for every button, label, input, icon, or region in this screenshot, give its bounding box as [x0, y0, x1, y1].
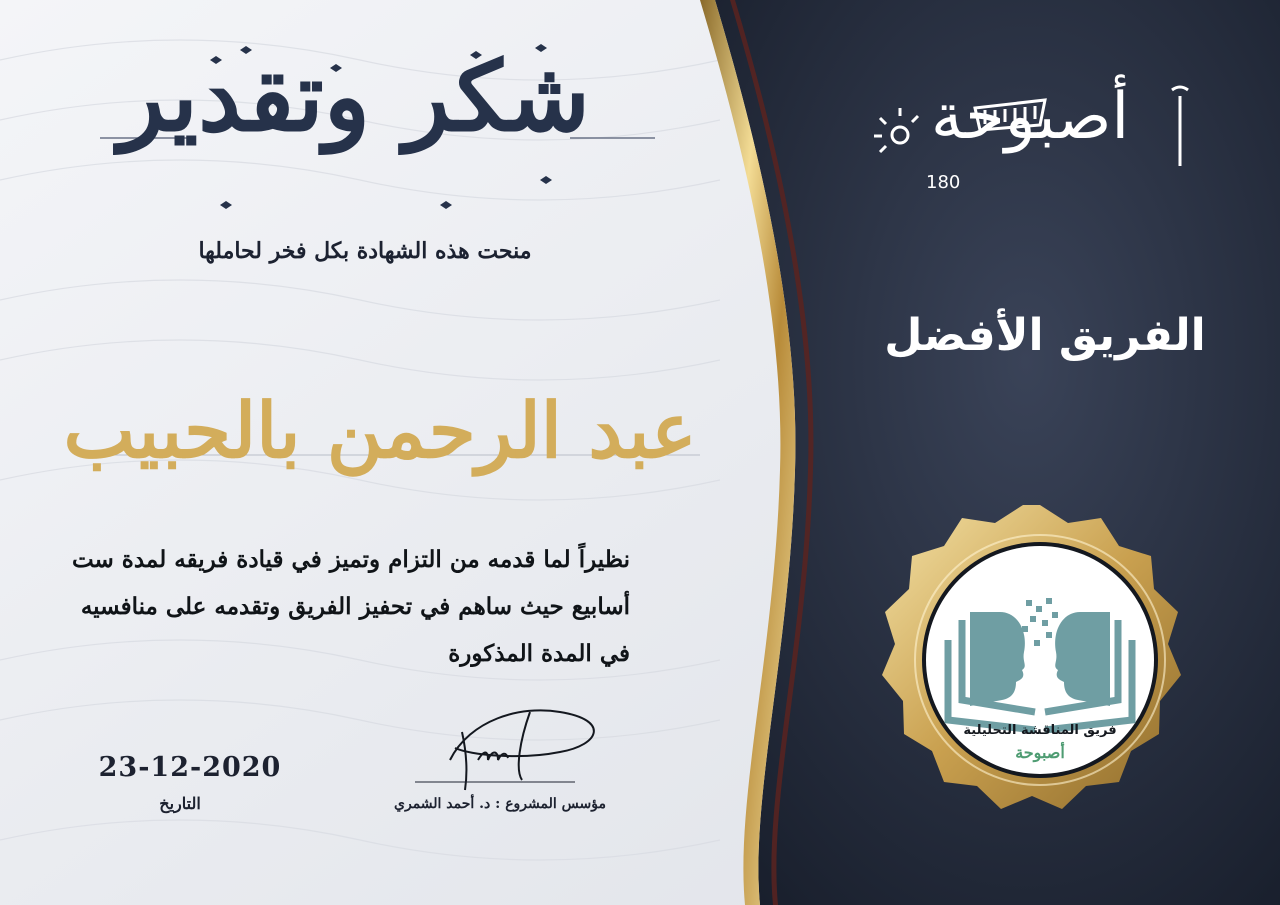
seal-team-name: فريق المناقشة التحليلية [963, 723, 1117, 738]
date-label: التاريخ [159, 794, 201, 813]
brand-logo-number: 180 [926, 172, 961, 193]
signature-caption: مؤسس المشروع : د. أحمد الشمري [394, 796, 606, 812]
issue-date: 23-12-2020 [98, 752, 282, 783]
recipient-name: عبد الرحمن بالحبيب [63, 386, 697, 475]
seal-brand-name: أصبوحة [1015, 743, 1065, 762]
certificate-subtitle: منحت هذه الشهادة بكل فخر لحاملها [198, 238, 532, 264]
certificate-title: شكر وتقدير [118, 40, 590, 153]
brand-logo-text: أصبوحة [930, 80, 1130, 154]
award-title: الفريق الأفضل [884, 310, 1206, 361]
certificate-body-text: نظيراً لما قدمه من التزام وتميز في قيادة فريقه لمدة ست أسابيع حيث ساهم في تحفيز الفريق وتقدمه على منافسيه في المدة المذكورة [71, 546, 630, 667]
